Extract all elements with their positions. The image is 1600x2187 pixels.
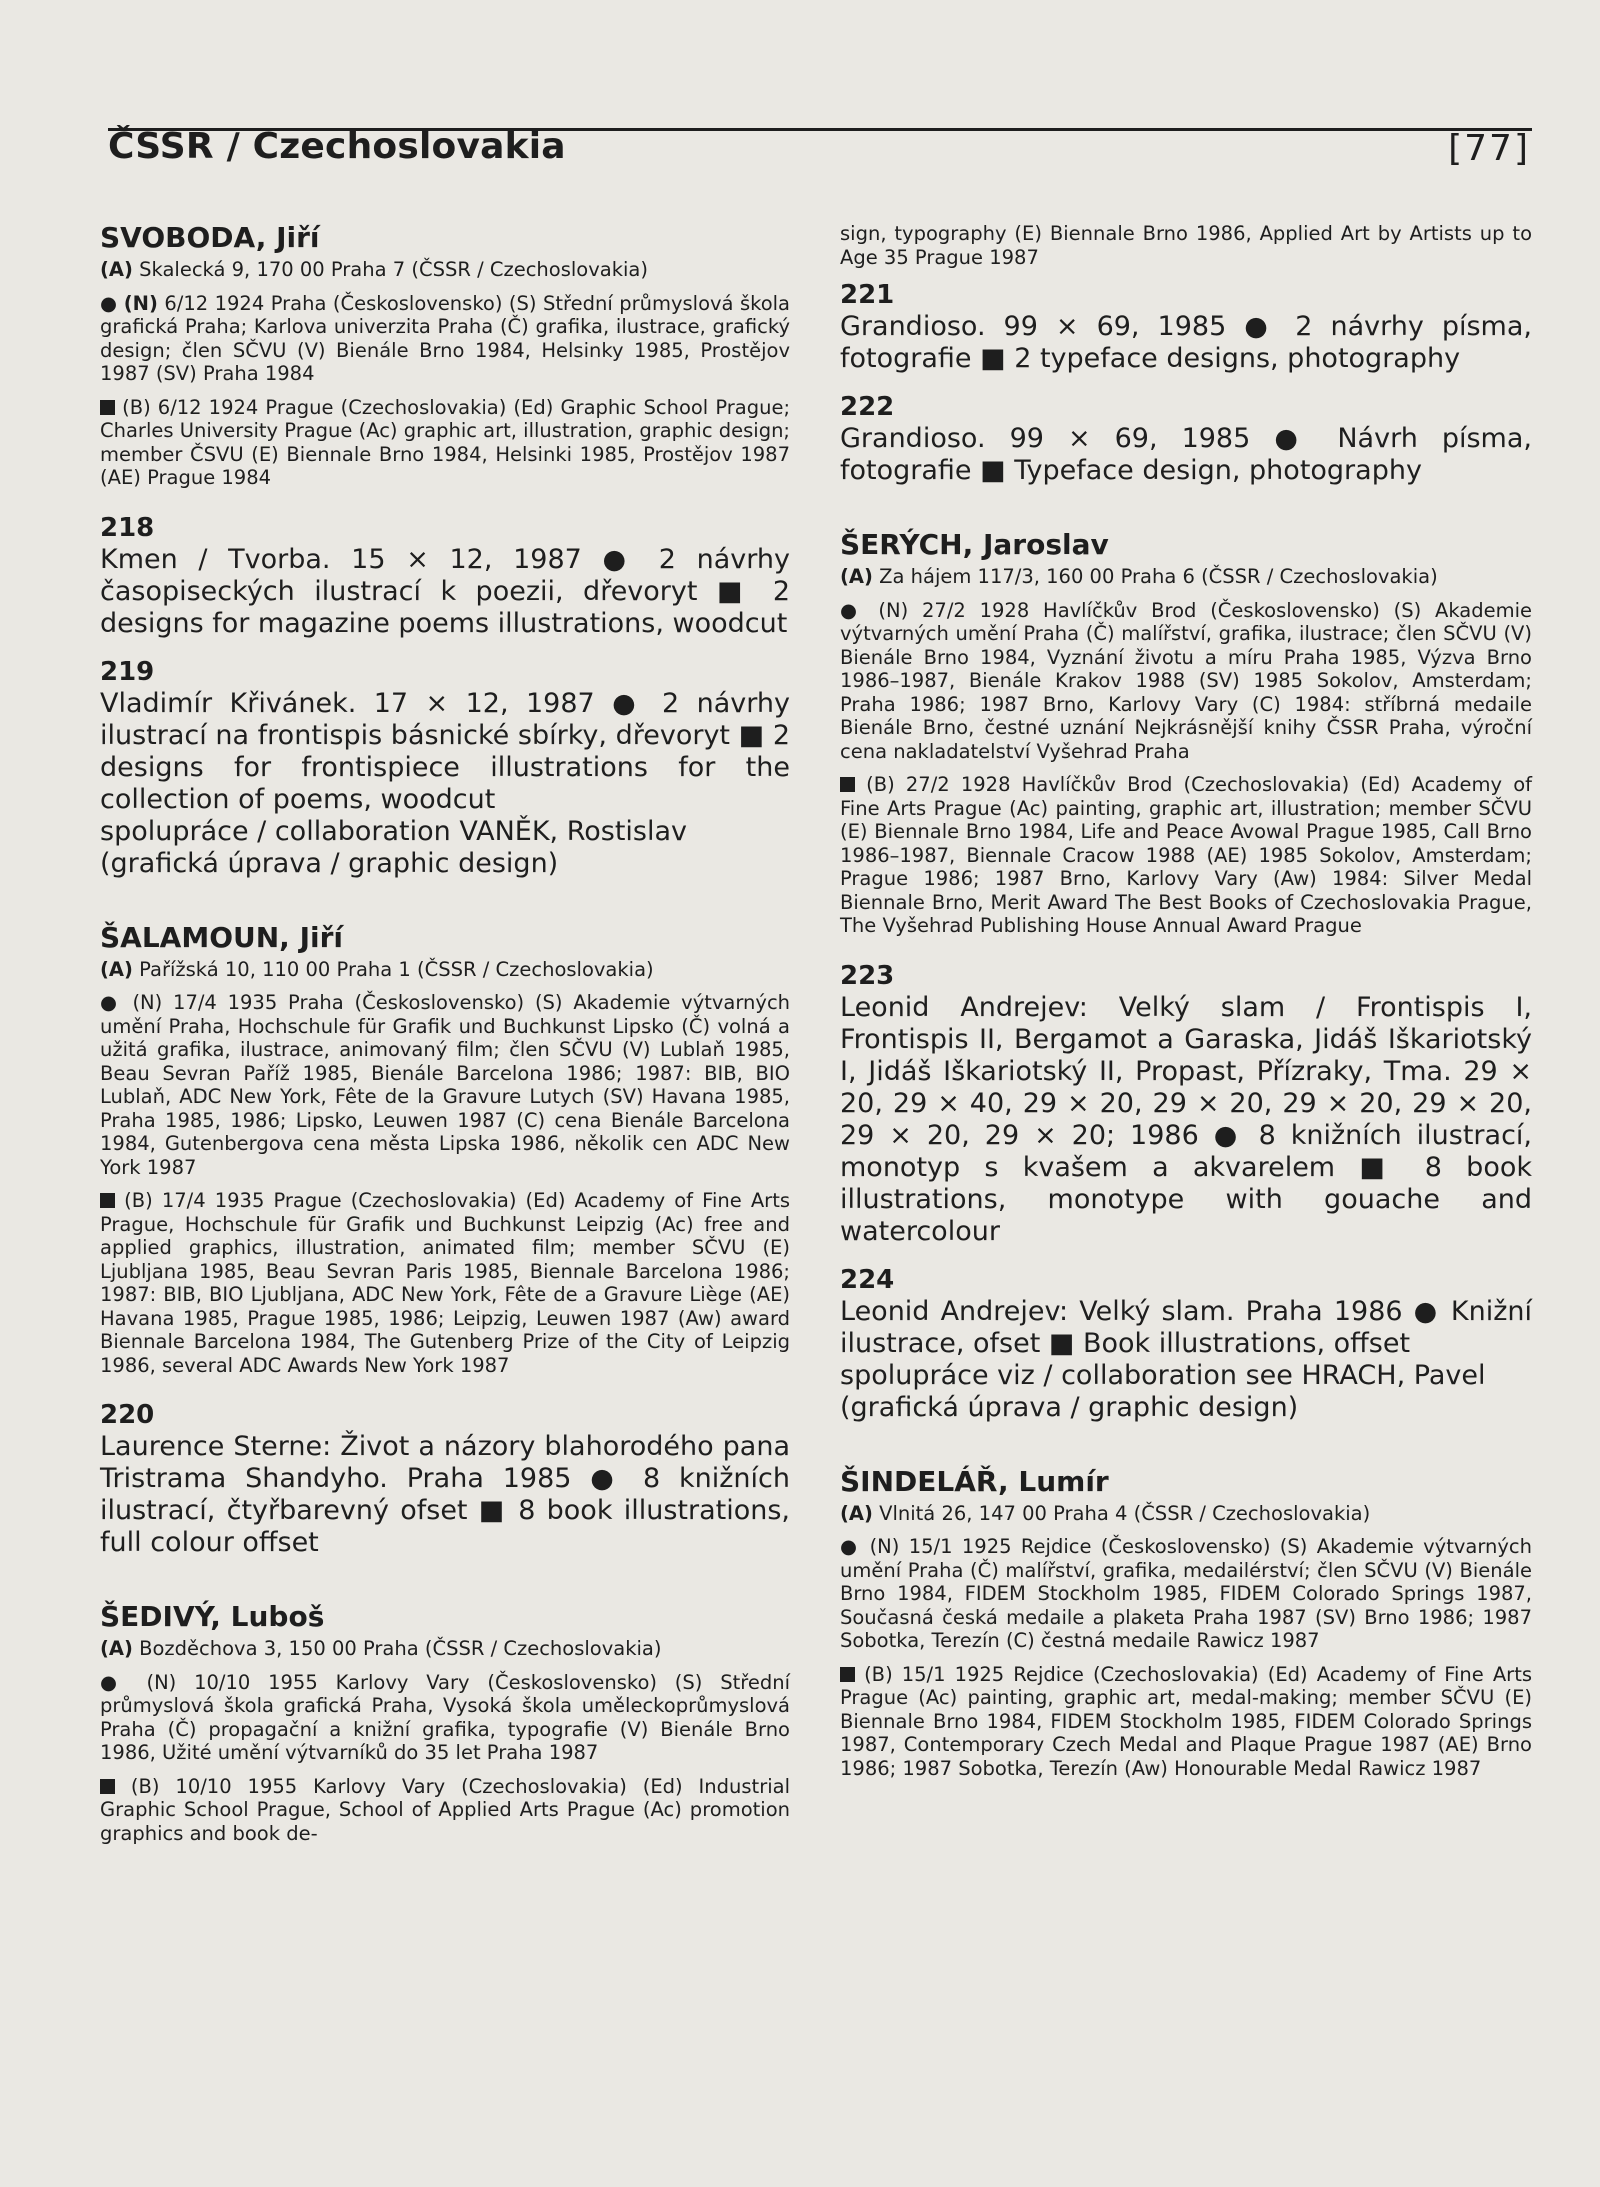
work-description: Grandioso. 99 × 69, 1985 ● 2 návrhy písma, fotografie ■ 2 typeface designs, photography <box>840 311 1532 374</box>
square-icon <box>100 400 115 415</box>
artist-address: (A) Vlnitá 26, 147 00 Praha 4 (ČSSR / Czechoslovakia) <box>840 1501 1371 1525</box>
work-description: Grandioso. 99 × 69, 1985 ● Návrh písma, fotografie ■ Typeface design, photography <box>840 423 1532 486</box>
square-icon <box>100 1779 115 1794</box>
work-description: Leonid Andrejev: Velký slam / Frontispis I, Frontispis II, Bergamot a Garaska, Jidáš Iškariotský I, Jidáš Iškariotský II, Propast, Přízraky, Tma. 29 × 20, 29 × 40, 29 × 20, 29 × 20, 29 × 20, 29 × 20, 29 × 20, 29 × 20; 1986 ● 8 knižních ilustrací, monotyp s kvašem a akvarelem ■ 8 book illustrations, monotype with gouache and watercolour <box>840 991 1532 1247</box>
bullet-icon: ● <box>100 1670 129 1694</box>
work-entry-219 <box>100 656 790 880</box>
artist-entry-sedivy <box>100 1601 790 1845</box>
bullet-icon: ● <box>100 291 118 315</box>
collaboration-note: spolupráce / collaboration VANĚK, Rostislav (grafická úprava / graphic design) <box>100 815 688 879</box>
artist-address: (A) Bozděchova 3, 150 00 Praha (ČSSR / Czechoslovakia) <box>100 1637 662 1660</box>
right-column <box>840 222 1532 1802</box>
artist-name: ŠEDIVÝ, Luboš <box>100 1600 325 1633</box>
artist-entry-sindelar <box>840 1466 1532 1781</box>
work-number: 223 <box>840 960 895 991</box>
square-icon <box>840 777 855 792</box>
page-number: [77] <box>1448 128 1530 169</box>
work-entry-223 <box>840 960 1532 1248</box>
work-number: 218 <box>100 512 155 543</box>
work-number: 222 <box>840 392 895 422</box>
work-description: Kmen / Tvorba. 15 × 12, 1987 ● 2 návrhy časopiseckých ilustrací k poezii, dřevoryt ■ 2 designs for magazine poems illustrations, woodcut <box>100 543 790 639</box>
bio-czech: ● (N) 15/1 1925 Rejdice (Československo) (S) Akademie výtvarných umění Praha (Č) malířství, grafika, medailérství; člen SČVU (V) Bienále Brno 1984, FIDEM Stockholm 1985, FIDEM Colorado Springs 1987, Současná česká medaile a plaketa Praha 1987 (SV) Brno 1986; 1987 Sobotka, Terezín (C) čestná medaile Rawicz 1987 <box>840 1535 1533 1652</box>
bullet-icon: ● <box>100 991 122 1014</box>
artist-name: ŠALAMOUN, Jiří <box>100 920 343 954</box>
artist-name: ŠINDELÁŘ, Lumír <box>840 1464 1109 1498</box>
bio-english-continued: sign, typography (E) Biennale Brno 1986, Applied Art by Artists up to Age 35 Prague 1987 <box>840 222 1532 269</box>
work-entry-222 <box>840 391 1532 487</box>
work-entry-220 <box>100 1399 790 1559</box>
bullet-icon: ● <box>840 598 865 622</box>
work-number: 220 <box>100 1400 155 1430</box>
artist-name: ŠERÝCH, Jaroslav <box>840 528 1109 561</box>
artist-address: (A) Pařížská 10, 110 00 Praha 1 (ČSSR / Czechoslovakia) <box>100 957 654 981</box>
bio-english: (B) 17/4 1935 Prague (Czechoslovakia) (Ed) Academy of Fine Arts Prague, Hochschule für Grafik und Buchkunst Leipzig (Ac) free and applied graphics, illustration, animated film; member SČVU (E) Ljubljana 1985, Beau Sevran Paris 1985, Biennale Barcelona 1986; 1987: BIB, BIO Ljubljana, ADC New York, Fête de a Gravure Liège (AE) Havana 1985, Prague 1985, 1986; Leipzig, Leuwen 1987 (Aw) award Biennale Barcelona 1984, The Gutenberg Prize of the City of Leipzig 1986, several ADC Awards New York 1987 <box>100 1189 791 1377</box>
bio-czech: ● (N) 27/2 1928 Havlíčkův Brod (Československo) (S) Akademie výtvarných umění Praha (Č) malířství, grafika, ilustrace; člen SČVU (V) Bienále Brno 1984, Vyznání životu a míru Praha 1985, Výzva Brno 1986–1987, Bienále Krakov 1988 (SV) 1985 Sokolov, Amsterdam; Praha 1986; 1987 Brno, Karlovy Vary (C) 1984: stříbrná medaile Bienále Brno, čestné uznání Nejkrásnější knihy ČSSR Praha, výroční cena nakladatelství Vyšehrad Praha <box>840 598 1533 763</box>
page-title: ČSSR / Czechoslovakia <box>108 126 566 167</box>
bio-czech: ● (N) 10/10 1955 Karlovy Vary (Československo) (S) Střední průmyslová škola grafická Praha, Vysoká škola uměleckoprůmyslová Praha (Č) propagační a knižní grafika, typografie (V) Bienále Brno 1986, Užité umění výtvarníků do 35 let Praha 1987 <box>100 1670 790 1764</box>
work-number: 224 <box>840 1264 895 1295</box>
work-number: 219 <box>100 656 155 687</box>
bullet-icon: ● <box>840 1535 861 1558</box>
address-code: (A) <box>100 258 133 281</box>
work-number: 221 <box>840 280 895 310</box>
work-entry-218 <box>100 512 790 640</box>
work-description: Laurence Sterne: Život a názory blahorodého pana Tristrama Shandyho. Praha 1985 ● 8 knižních ilustrací, čtyřbarevný ofset ■ 8 book illustrations, full colour offset <box>100 1431 790 1558</box>
artist-entry-svoboda <box>100 222 790 490</box>
bio-czech: ● (N) 6/12 1924 Praha (Československo) (S) Střední průmyslová škola grafická Praha; Karlova univerzita Praha (Č) grafika, ilustrace, grafický design; člen SČVU (V) Bienále Brno 1984, Helsinky 1985, Prostějov 1987 (SV) Praha 1984 <box>100 291 791 385</box>
artist-address: (A) Skalecká 9, 170 00 Praha 7 (ČSSR / Czechoslovakia) <box>100 258 648 281</box>
artist-entry-serych <box>840 529 1532 938</box>
bio-english: (B) 10/10 1955 Karlovy Vary (Czechoslovakia) (Ed) Industrial Graphic School Prague, School of Applied Arts Prague (Ac) promotion graphics and book de- <box>100 1774 791 1845</box>
square-icon <box>100 1193 115 1208</box>
square-icon <box>840 1667 855 1682</box>
work-description: Vladimír Křivánek. 17 × 12, 1987 ● 2 návrhy ilustrací na frontispis básnické sbírky, dřevoryt ■ 2 designs for frontispiece illustrations for the collection of poems, woodcut <box>100 687 790 815</box>
artist-address: (A) Za hájem 117/3, 160 00 Praha 6 (ČSSR / Czechoslovakia) <box>840 565 1438 588</box>
work-entry-224 <box>840 1264 1532 1424</box>
work-entry-221 <box>840 279 1532 375</box>
bio-english: (B) 6/12 1924 Prague (Czechoslovakia) (Ed) Graphic School Prague; Charles University Prague (Ac) graphic art, illustration, graphic design; member ČSVU (E) Biennale Brno 1984, Helsinki 1985, Prostějov 1987 (AE) Prague 1984 <box>100 395 791 489</box>
bio-english: (B) 27/2 1928 Havlíčkův Brod (Czechoslovakia) (Ed) Academy of Fine Arts Prague (Ac) painting, graphic art, illustration; member SČVU (E) Biennale Brno 1984, Life and Peace Avowal Prague 1985, Call Brno 1986–1987, Biennale Cracow 1988 (AE) 1985 Sokolov, Amsterdam; Prague 1986; 1987 Brno, Karlovy Vary (Aw) 1984: Silver Medal Biennale Brno, Merit Award The Best Books of Czechoslovakia Prague, The Vyšehrad Publishing House Annual Award Prague <box>840 773 1532 937</box>
artist-entry-salamoun <box>100 922 790 1378</box>
collaboration-note: spolupráce viz / collaboration see HRACH, Pavel (grafická úprava / graphic design) <box>840 1359 1486 1423</box>
bio-english: (B) 15/1 1925 Rejdice (Czechoslovakia) (Ed) Academy of Fine Arts Prague (Ac) painting, graphic art, medal-making; member SČVU (E) Biennale Brno 1984, FIDEM Stockholm 1985, FIDEM Colorado Springs 1987, Contemporary Czech Medal and Plaque Prague 1987 (AE) Brno 1986; 1987 Sobotka, Terezín (Aw) Honourable Medal Rawicz 1987 <box>840 1662 1533 1780</box>
bio-czech: ● (N) 17/4 1935 Praha (Československo) (S) Akademie výtvarných umění Praha, Hochschule für Grafik und Buchkunst Lipsko (Č) volná a užitá grafika, ilustrace, animovaný film; člen SČVU (V) Lublaň 1985, Beau Sevran Paříž 1985, Bienále Barcelona 1986; 1987: BIB, BIO Lublaň, ADC New York, Fête de la Gravure Lutych (SV) Havana 1985, Praha 1985, 1986; Lipsko, Leuwen 1987 (C) cena Bienále Barcelona 1984, Gutenbergova cena města Lipska 1986, několik cen ADC New York 1987 <box>100 991 791 1179</box>
left-column <box>100 222 790 1867</box>
artist-name: SVOBODA, Jiří <box>100 221 320 254</box>
work-description: Leonid Andrejev: Velký slam. Praha 1986 ● Knižní ilustrace, ofset ■ Book illustrations, offset <box>840 1295 1532 1359</box>
